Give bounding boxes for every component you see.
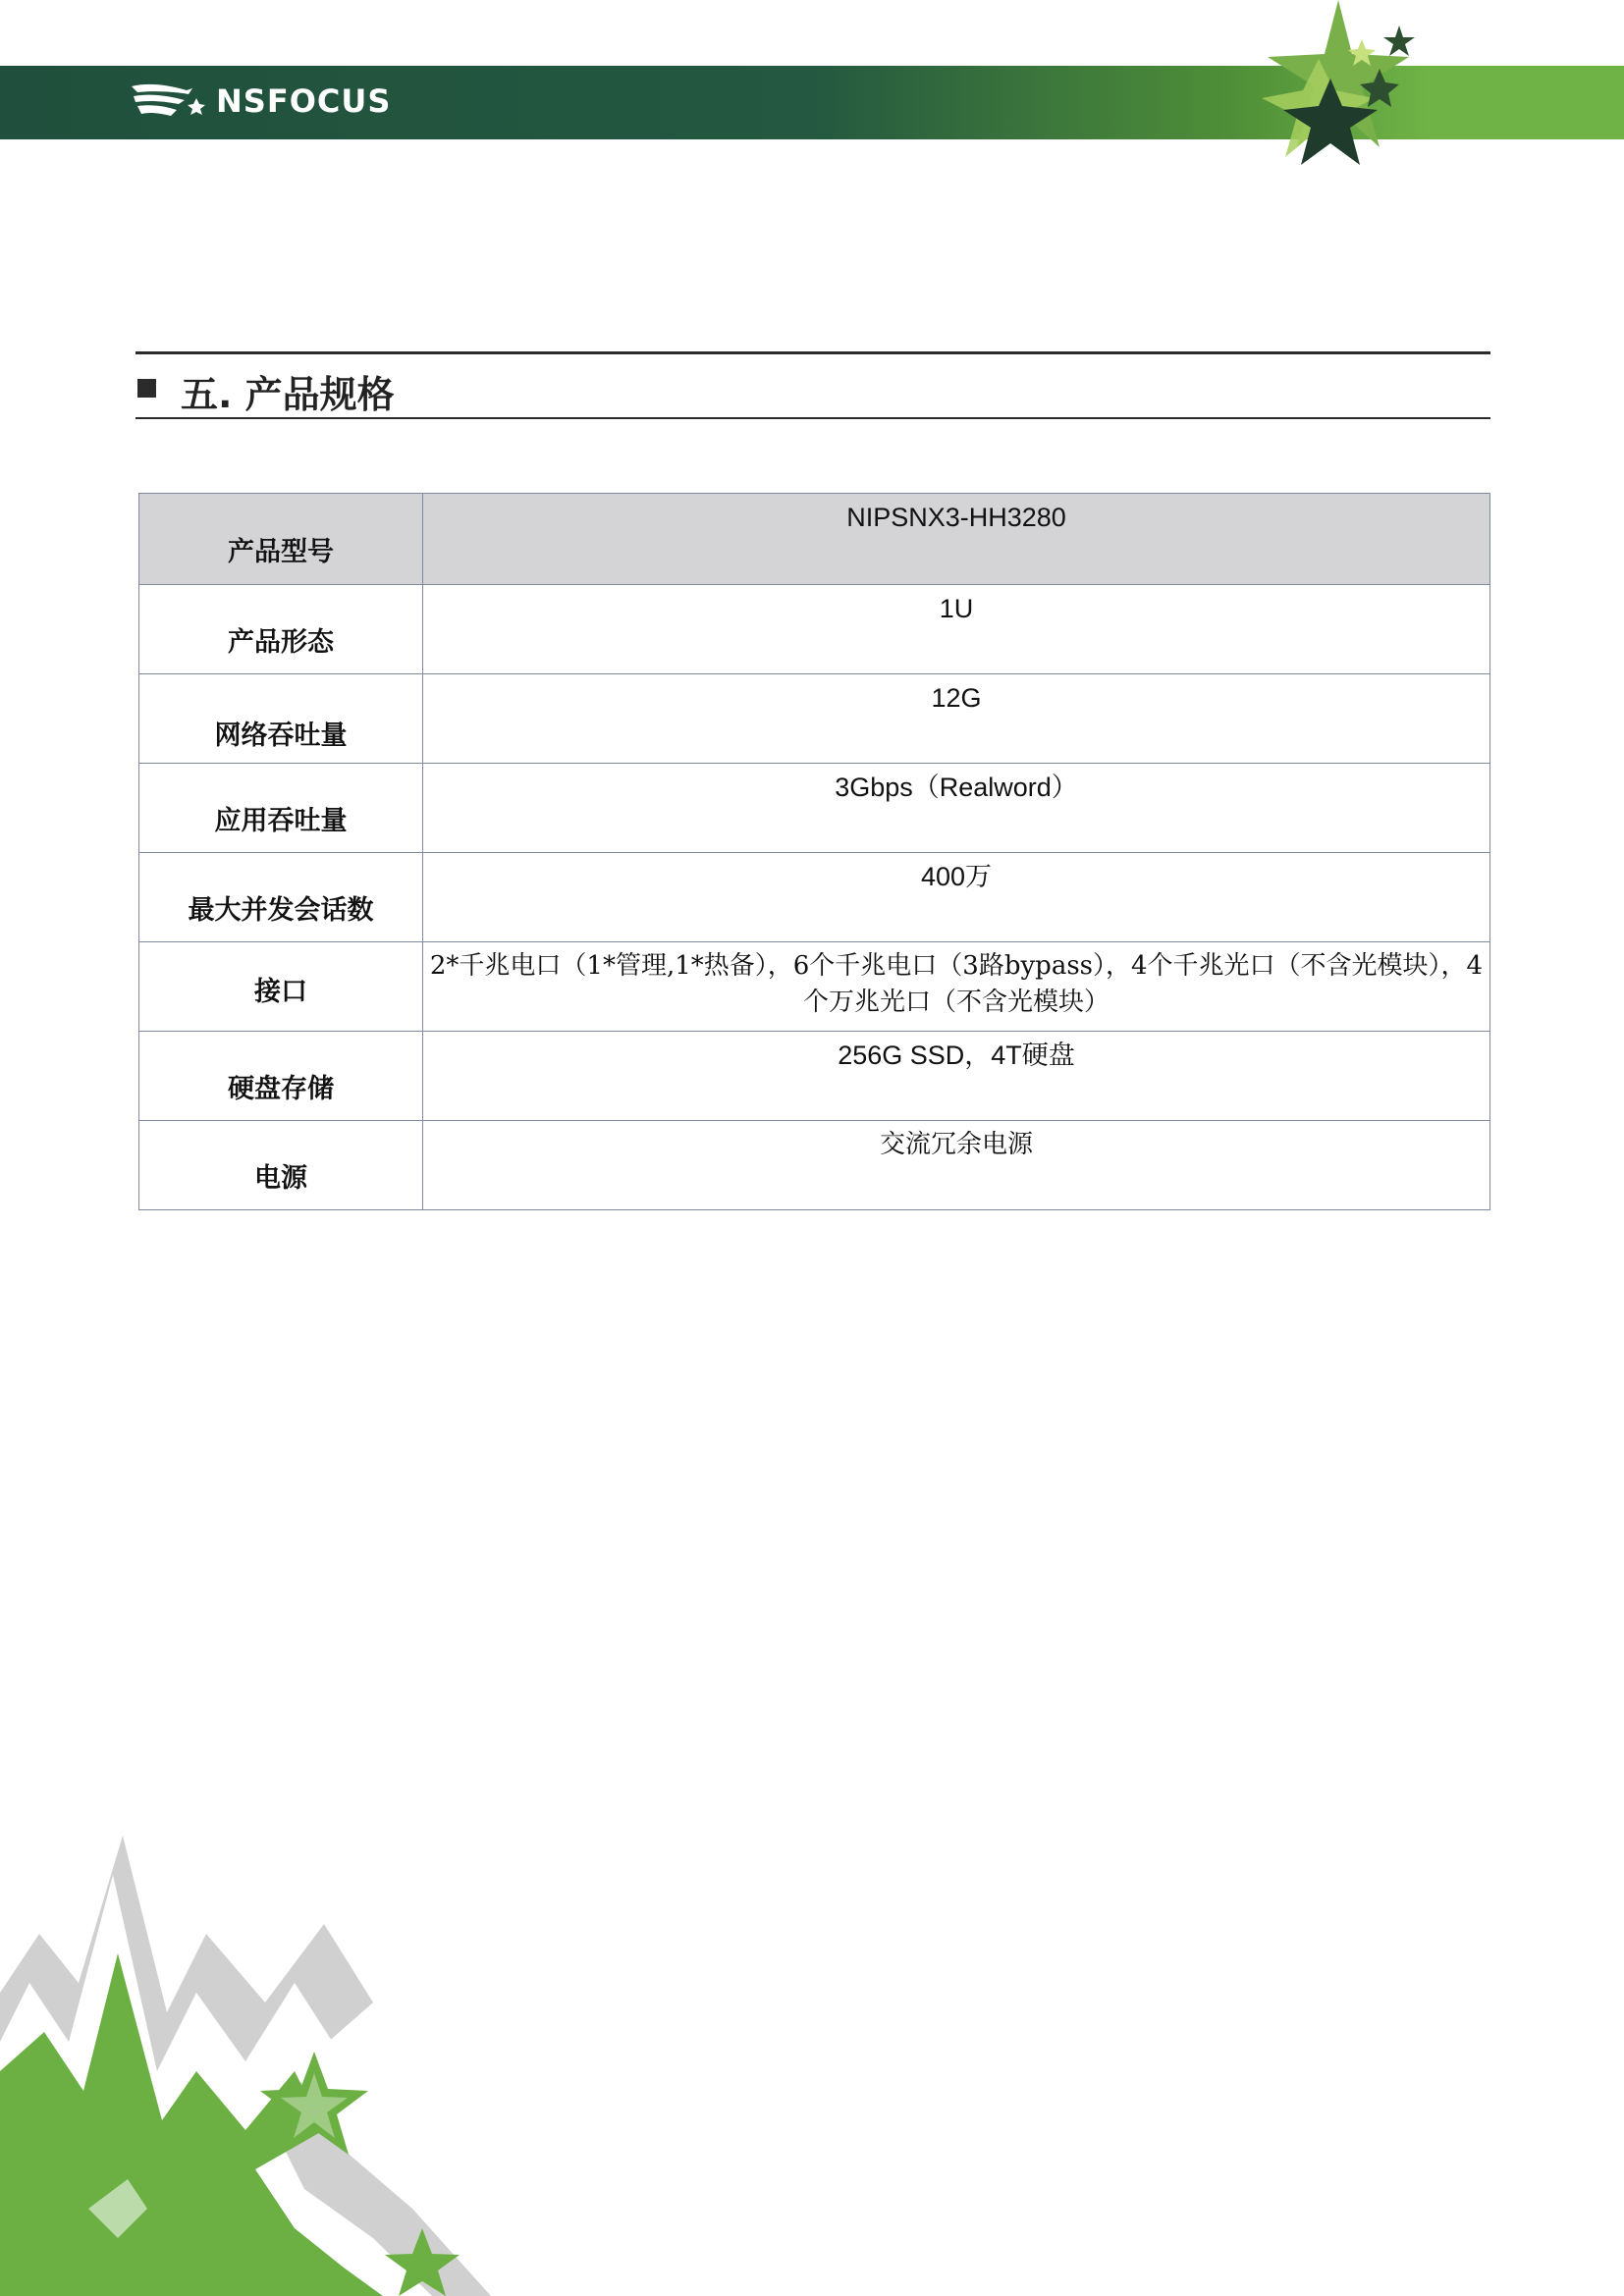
spec-value: 256G SSD，4T硬盘 xyxy=(423,1032,1490,1121)
spec-label: 应用吞吐量 xyxy=(139,764,423,853)
table-row xyxy=(139,853,1490,942)
square-bullet-icon xyxy=(137,379,156,398)
table-row xyxy=(139,494,1490,585)
section-title: 五. 产品规格 xyxy=(181,373,395,416)
star-cluster-icon xyxy=(1213,0,1458,187)
table-row xyxy=(139,1032,1490,1121)
spec-value: 2*千兆电口（1*管理,1*热备），6个千兆电口（3路bypass），4个千兆光口（不含光模块），4个万兆光口（不含光模块） xyxy=(423,942,1490,1032)
spec-label: 网络吞吐量 xyxy=(139,674,423,764)
spec-label: 电源 xyxy=(139,1121,423,1210)
spec-table xyxy=(138,493,1490,1210)
spec-value: 12G xyxy=(423,674,1490,764)
table-row xyxy=(139,674,1490,764)
spec-value: 1U xyxy=(423,585,1490,674)
spec-label: 产品型号 xyxy=(139,494,423,585)
brand-name: NSFOCUS xyxy=(216,82,392,120)
spec-value: 3Gbps（Realword） xyxy=(423,764,1490,853)
spec-label: 产品形态 xyxy=(139,585,423,674)
spec-value: 交流冗余电源 xyxy=(423,1121,1490,1210)
spec-label: 硬盘存储 xyxy=(139,1032,423,1121)
green-star-mountain-decoration-icon xyxy=(0,1816,550,2296)
spec-label: 接口 xyxy=(139,942,423,1032)
section-header xyxy=(135,351,1490,419)
table-row xyxy=(139,942,1490,1032)
table-row xyxy=(139,764,1490,853)
spec-value: NIPSNX3-HH3280 xyxy=(423,494,1490,585)
spec-label: 最大并发会话数 xyxy=(139,853,423,942)
table-row xyxy=(139,1121,1490,1210)
brand-logo xyxy=(128,77,391,126)
eagle-flag-logo-icon xyxy=(128,77,214,126)
table-row xyxy=(139,585,1490,674)
spec-value: 400万 xyxy=(423,853,1490,942)
